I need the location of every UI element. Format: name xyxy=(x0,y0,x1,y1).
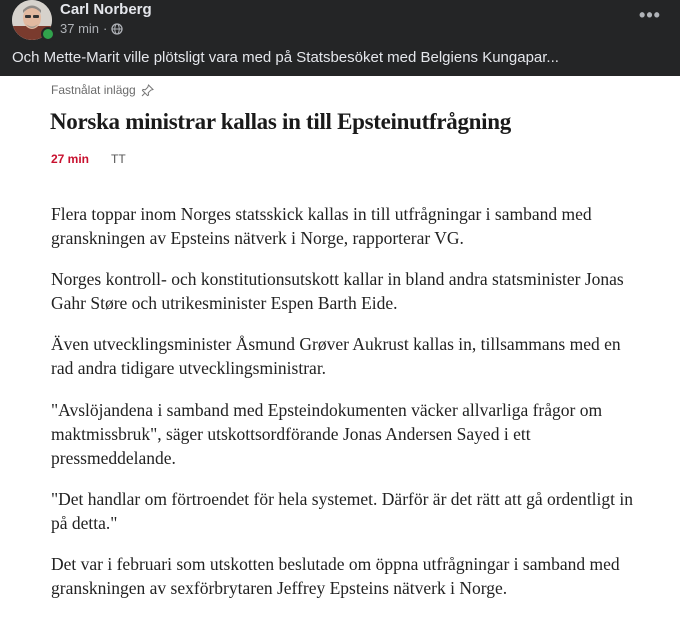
pin-icon xyxy=(141,84,154,97)
post-header xyxy=(0,0,680,45)
article-paragraph: Även utvecklingsminister Åsmund Grøver Aukrust kallas in, tillsammans med en rad andra tidigare utvecklingsministrar. xyxy=(51,334,621,378)
author-name[interactable]: Carl Norberg xyxy=(60,1,152,18)
article-headline: Norska ministrar kallas in till Epsteinutfrågning xyxy=(50,109,511,134)
article-source: TT xyxy=(111,152,126,166)
post-time[interactable]: 37 min xyxy=(60,21,100,36)
more-dots-icon: ••• xyxy=(639,5,661,25)
article-paragraph: Norges kontroll- och konstitutionsutskott kallar in bland andra statsminister Jonas Gahr Støre och utrikesminister Espen Barth Eide. xyxy=(51,269,624,313)
pinned-post-label xyxy=(51,83,154,97)
article-paragraph: Det var i februari som utskotten beslutade om öppna utfrågningar i samband med granskningen av sexförbrytaren Jeffrey Epsteins nätverk i Norge. xyxy=(51,554,620,598)
article-paragraph: "Avslöjandena i samband med Epsteindokumenten väcker allvarliga frågor om maktmissbruk", säger utskottsordförande Jonas Andersen Sayed i ett pressmeddelande. xyxy=(51,400,603,468)
post-meta xyxy=(60,21,123,36)
article-paragraph: "Det handlar om förtroendet för hela systemet. Därför är det rätt att gå ordentligt in på detta." xyxy=(51,489,634,533)
article-time: 27 min xyxy=(51,152,90,166)
more-options-button[interactable] xyxy=(634,6,666,28)
article-byline xyxy=(51,152,126,166)
meta-separator: · xyxy=(103,21,108,36)
post-text: Och Mette-Marit ville plötsligt vara med på Statsbesöket med Belgiens Kungapar... xyxy=(12,49,559,66)
online-status-dot xyxy=(41,27,55,41)
pinned-text: Fastnålat inlägg xyxy=(51,83,136,97)
article-paragraph: Flera toppar inom Norges statsskick kallas in till utfrågningar i samband med granskningen av Epsteins nätverk i Norge, rapporterar VG. xyxy=(51,204,592,248)
article-screenshot[interactable] xyxy=(0,76,680,622)
globe-icon xyxy=(111,23,123,35)
